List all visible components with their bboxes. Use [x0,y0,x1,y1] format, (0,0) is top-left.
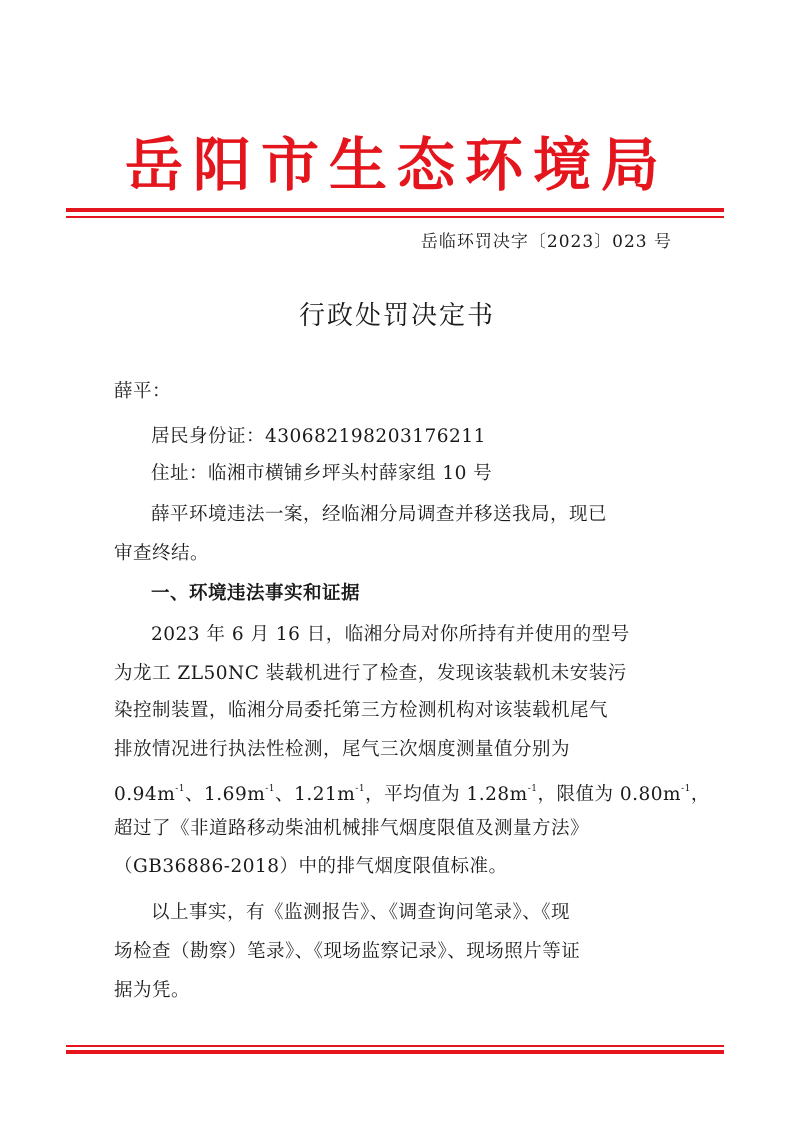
unit-exponent: -1 [265,784,276,794]
fact-line-5 [114,770,710,814]
unit-exponent: -1 [681,784,691,794]
smoke-value-3: 1.21m [294,784,356,805]
unit-exponent: -1 [527,784,538,794]
separator: 、 [185,784,205,805]
intro-line-2: 审查终结。 [114,543,210,564]
intro-line-1: 薛平环境违法一案，经临湘分局调查并移送我局，现已 [151,504,608,525]
footer-rule-thick [66,1050,724,1054]
fact-line-7: （GB36886-2018）中的排气烟度限值标准。 [114,856,508,877]
separator: 、 [275,784,295,805]
recipient-salutation: 薛平： [114,381,172,402]
smoke-value-1: 0.94m [114,784,176,805]
fact-line-1: 2023 年 6 月 16 日，临湘分局对你所持有并使用的型号 [151,624,630,645]
smoke-value-2: 1.69m [204,784,266,805]
recipient-id: 居民身份证：430682198203176211 [151,426,486,447]
document-number: 岳临环罚决字〔2023〕023 号 [420,232,672,252]
fact-line-4: 排放情况进行执法性检测，尾气三次烟度测量值分别为 [114,739,571,760]
fact-line-2: 为龙工 ZL50NC 装载机进行了检查，发现该装载机未安装污 [114,663,627,684]
recipient-address: 住址：临湘市横铺乡坪头村薛家组 10 号 [151,463,493,484]
section-heading: 一、环境违法事实和证据 [151,583,361,604]
header-rule-thick [66,208,724,212]
average-value: ，平均值为 1.28m [365,784,528,805]
unit-exponent: -1 [355,784,366,794]
evidence-line-1: 以上事实，有《监测报告》、《调查询问笔录》、《现 [151,902,571,923]
evidence-line-2: 场检查（勘察）笔录》、《现场监察记录》、现场照片等证 [114,941,581,962]
footer-rule-thin [66,1045,724,1047]
evidence-line-3: 据为凭。 [114,980,191,1001]
header-rule-thin [66,216,724,218]
fact-line-3: 染控制装置，临湘分局委托第三方检测机构对该装载机尾气 [114,700,609,721]
limit-value: ，限值为 0.80m [537,784,682,805]
document-title: 行政处罚决定书 [298,301,495,331]
org-name-header: 岳阳市生态环境局 [124,131,669,199]
line-end-comma: ， [690,784,710,805]
fact-line-6: 超过了《非道路移动柴油机械排气烟度限值及测量方法》 [114,818,590,839]
unit-exponent: -1 [175,784,186,794]
